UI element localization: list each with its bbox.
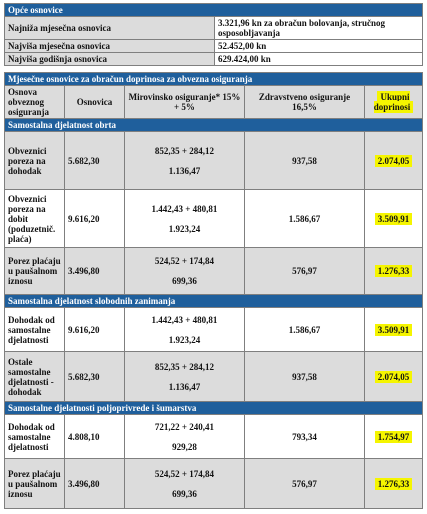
- row-total: 1.276,33: [365, 459, 423, 509]
- row-total: 3.509,91: [365, 190, 423, 248]
- table-row: [5, 248, 423, 295]
- table-row: [5, 352, 423, 402]
- section-header: Samostalne djelatnosti poljoprivrede i šumarstva: [5, 402, 423, 415]
- col-header-pension: Mirovinsko osiguranje* 15% + 5%: [125, 86, 245, 119]
- row-health: 937,58: [245, 132, 365, 190]
- row-label: Ostale samostalne djelatnosti - dohodak: [5, 352, 65, 402]
- table-row: [5, 459, 423, 509]
- row-total: 1.754,97: [365, 415, 423, 459]
- row-total: 2.074,05: [365, 352, 423, 402]
- row-total: 1.276,33: [365, 248, 423, 295]
- row-label: Dohodak od samostalne djelatnosti: [5, 415, 65, 459]
- general-bases-table: [4, 3, 423, 66]
- row-label: Dohodak od samostalne djelatnosti: [5, 308, 65, 352]
- document-page: [4, 3, 423, 509]
- row-base: 5.682,30: [65, 132, 125, 190]
- row-base: 9.616,20: [65, 190, 125, 248]
- row-base: 3.496,80: [65, 459, 125, 509]
- section-header: Samostalna djelatnost obrta: [5, 119, 423, 132]
- row-total: 3.509,91: [365, 308, 423, 352]
- row-health: 1.586,67: [245, 190, 365, 248]
- max-annual-base-value: 629.424,00 kn: [215, 53, 423, 66]
- max-monthly-base-label: Najviša mjesečna osnovica: [5, 40, 215, 53]
- general-bases-header: Opće osnovice: [5, 4, 423, 17]
- row-pension: 852,35 + 284,12 1.136,47: [125, 352, 245, 402]
- row-health: 937,58: [245, 352, 365, 402]
- table-row: [5, 415, 423, 459]
- row-base: 9.616,20: [65, 308, 125, 352]
- table-row: [5, 190, 423, 248]
- row-base: 3.496,80: [65, 248, 125, 295]
- min-monthly-base-value: 3.321,96 kn za obračun bolovanja, stručnog osposobljavanja: [215, 17, 423, 40]
- row-base: 4.808,10: [65, 415, 125, 459]
- row-label: Porez plaćaju u paušalnom iznosu: [5, 248, 65, 295]
- row-pension: 852,35 + 284,12 1.136,47: [125, 132, 245, 190]
- row-health: 1.586,67: [245, 308, 365, 352]
- table-row: [5, 308, 423, 352]
- col-header-base: Osnovica: [65, 86, 125, 119]
- col-header-total: Ukupni doprinosi: [365, 86, 423, 119]
- section-header: Samostalna djelatnost slobodnih zanimanja: [5, 295, 423, 308]
- min-monthly-base-label: Najniža mjesečna osnovica: [5, 17, 215, 40]
- contributions-title: Mjesečne osnovice za obračun doprinosa za obvezna osiguranja: [5, 73, 423, 86]
- row-label: Obveznici poreza na dohodak: [5, 132, 65, 190]
- row-pension: 1.442,43 + 480,81 1.923,24: [125, 308, 245, 352]
- row-label: Obveznici poreza na dobit (poduzetnič. plaća): [5, 190, 65, 248]
- row-pension: 524,52 + 174,84 699,36: [125, 248, 245, 295]
- column-headers: [5, 86, 423, 119]
- table-row: [5, 132, 423, 190]
- col-header-health: Zdravstveno osiguranje 16,5%: [245, 86, 365, 119]
- row-pension: 1.442,43 + 480,81 1.923,24: [125, 190, 245, 248]
- row-health: 576,97: [245, 459, 365, 509]
- row-label: Porez plaćaju u paušalnom iznosu: [5, 459, 65, 509]
- row-pension: 524,52 + 174,84 699,36: [125, 459, 245, 509]
- row-base: 5.682,30: [65, 352, 125, 402]
- row-health: 576,97: [245, 248, 365, 295]
- max-monthly-base-value: 52.452,00 kn: [215, 40, 423, 53]
- row-pension: 721,22 + 240,41 929,28: [125, 415, 245, 459]
- contributions-table: [4, 72, 423, 509]
- col-header-basis: Osnova obveznog osiguranja: [5, 86, 65, 119]
- max-annual-base-label: Najviša godišnja osnovica: [5, 53, 215, 66]
- row-health: 793,34: [245, 415, 365, 459]
- row-total: 2.074,05: [365, 132, 423, 190]
